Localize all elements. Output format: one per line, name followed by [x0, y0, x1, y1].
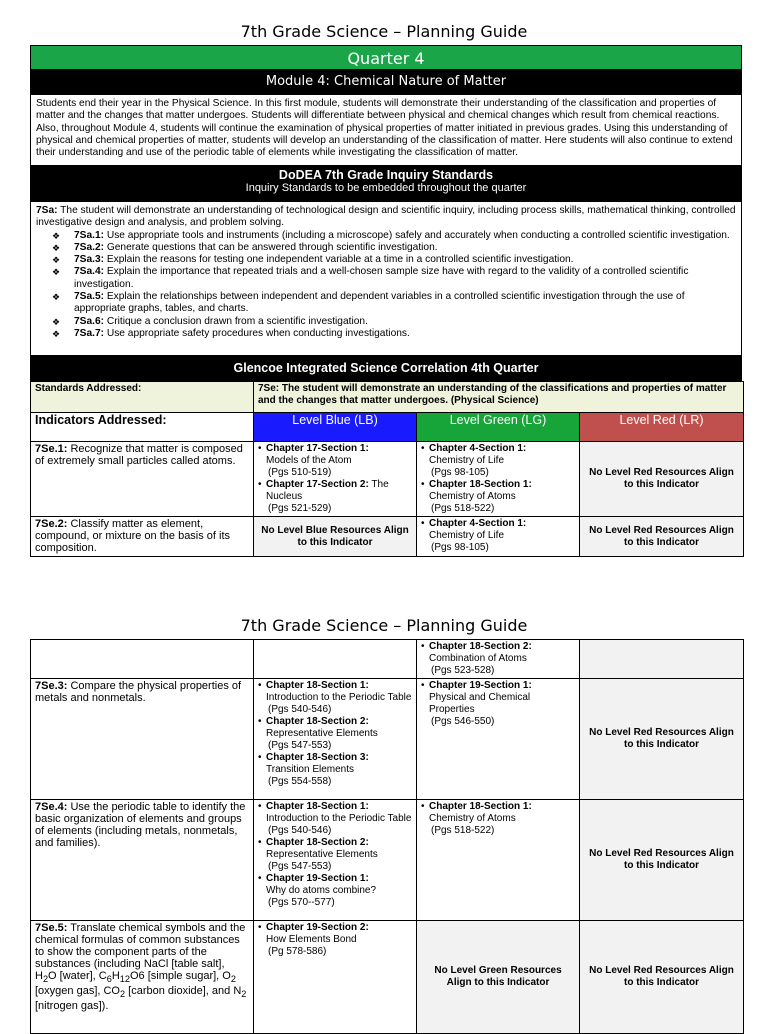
list-item: • Chapter 4-Section 1: Chemistry of Life (Pgs 98-105) — [421, 443, 575, 479]
indicators-label: Indicators Addressed: — [31, 413, 254, 442]
table-row — [31, 800, 744, 921]
red-resources-none: No Level Red Resources Align to this Indicator — [580, 679, 744, 800]
list-item: • Chapter 4-Section 1: Chemistry of Life (Pgs 98-105) — [421, 518, 575, 554]
level-header-row — [31, 413, 744, 442]
blue-resources-none: No Level Blue Resources Align to this Indicator — [254, 517, 417, 557]
indicator-7se4: 7Se.4: Use the periodic table to identify the basic organization of elements and groups of elements (including metals, nonmetals, and families). — [31, 800, 254, 921]
list-item: • Chapter 19-Section 1: Why do atoms combine? (Pgs 570-‐577) — [258, 873, 412, 909]
list-item: • Chapter 19-Section 1: Physical and Chemical Properties (Pgs 546-550) — [421, 680, 575, 728]
red-resources-none: No Level Red Resources Align to this Indicator — [580, 442, 744, 517]
list-item: ❖ 7Sa.7: Use appropriate safety procedures when conducting investigations. — [52, 327, 410, 339]
diamond-bullet-icon: ❖ — [52, 230, 61, 241]
diamond-bullet-icon: ❖ — [52, 328, 61, 339]
indicator-7se1: 7Se.1: Recognize that matter is composed of extremely small particles called atoms. — [31, 442, 254, 517]
indicator-7se5: 7Se.5: Translate chemical symbols and the chemical formulas of common substances to show the component parts of the substances (including NaCl [table salt], $H_2O$ [water], $C_6H_{12}O6$ [simple sugar], $O_2$ [oxygen gas], $CO_2$ [carbon dioxide], and $N_2$ [nitrogen gas]). — [31, 921, 254, 1034]
list-item: • Chapter 18-Section 2: Representative Elements (Pgs 547-553) — [258, 716, 412, 752]
correlation-header: Glencoe Integrated Science Correlation 4th Quarter — [30, 356, 742, 381]
list-item: • Chapter 18-Section 2: Combination of Atoms (Pgs 523-528) — [421, 641, 575, 677]
list-item: • Chapter 18-Section 2: Representative Elements (Pgs 547-553) — [258, 837, 412, 873]
table-row — [31, 517, 744, 557]
level-red-header: Level Red (LR) — [580, 413, 744, 442]
green-resources — [417, 800, 580, 921]
quarter-banner: Quarter 4 — [30, 45, 742, 70]
diamond-bullet-icon: ❖ — [52, 316, 61, 327]
blue-resources — [254, 800, 417, 921]
diamond-bullet-icon: ❖ — [52, 255, 61, 266]
empty-indicator-cell — [31, 640, 254, 679]
indicator-7se2: 7Se.2: Classify matter as element, compound, or mixture on the basis of its composition. — [31, 517, 254, 557]
standards-row — [31, 382, 744, 413]
green-resources-none: No Level Green Resources Align to this Indicator — [417, 921, 580, 1034]
page-title: 7th Grade Science – Planning Guide — [240, 22, 528, 41]
inquiry-standards — [30, 201, 742, 356]
blue-resources — [254, 921, 417, 1034]
indicator-7se3: 7Se.3: Compare the physical properties of metals and nonmetals. — [31, 679, 254, 800]
list-item: • Chapter 18-Section 1: Introduction to the Periodic Table (Pgs 540-546) — [258, 680, 412, 716]
blue-resources — [254, 679, 417, 800]
green-resources — [417, 442, 580, 517]
green-resources — [417, 679, 580, 800]
page-title: 7th Grade Science – Planning Guide — [240, 616, 528, 635]
list-item: • Chapter 18-Section 1: Chemistry of Atoms (Pgs 518-522) — [421, 479, 575, 515]
blue-resources — [254, 442, 417, 517]
module-intro: Students end their year in the Physical Science. In this first module, students will demonstrate their understanding of the classification and properties of matter and the changes that matter undergoes. Students will differentiate between physical and chemical changes which result from chemical reactions. Also, throughout Module 4, students will continue the examination of physical properties of matter initiated in previous grades. Using this understanding of physical and chemical properties of matter, students will develop an understanding of the classification of matter. Here students will also continue to extend their understanding and use of the periodic table of elements while investigating the classification of matter. — [30, 94, 742, 166]
correlation-table-continued — [30, 639, 744, 1034]
correlation-table — [30, 381, 744, 557]
standards-text: 7Se: The student will demonstrate an understanding of the classifications and properties of matter and the changes that matter undergoes. (Physical Science) — [254, 382, 744, 413]
list-item: ❖ 7Sa.3: Explain the reasons for testing one independent variable at a time in a controlled scientific investigation. — [52, 254, 574, 266]
inquiry-subtitle: Inquiry Standards to be embedded throughout the quarter — [245, 182, 527, 194]
list-item: • Chapter 17-Section 1: Models of the Atom (Pgs 510-519) — [258, 443, 412, 479]
diamond-bullet-icon: ❖ — [52, 267, 61, 278]
list-item: ❖ 7Sa.6: Critique a conclusion drawn from a scientific investigation. — [52, 315, 368, 327]
table-row — [31, 921, 744, 1034]
list-item: • Chapter 18-Section 1: Introduction to the Periodic Table (Pgs 540-546) — [258, 801, 412, 837]
green-resources — [417, 517, 580, 557]
list-item: • Chapter 17-Section 2: The Nucleus (Pgs 521-529) — [258, 479, 412, 515]
module-banner: Module 4: Chemical Nature of Matter — [30, 70, 742, 94]
red-resources-none: No Level Red Resources Align to this Indicator — [580, 800, 744, 921]
red-resources-none: No Level Red Resources Align to this Indicator — [580, 517, 744, 557]
empty-blue-cell — [254, 640, 417, 679]
list-item: ❖ 7Sa.5: Explain the relationships between independent and dependent variables in a controlled scientific investigation through the use of appropriate graphs, tables, and charts. — [52, 291, 685, 315]
table-row — [31, 442, 744, 517]
list-item: • Chapter 19-Section 2: How Elements Bond (Pg 578-586) — [258, 922, 412, 958]
table-row — [31, 640, 744, 679]
diamond-bullet-icon: ❖ — [52, 242, 61, 253]
diamond-bullet-icon: ❖ — [52, 292, 61, 303]
list-item: ❖ 7Sa.2: Generate questions that can be answered through scientific investigation. — [52, 241, 438, 253]
standard-7sa: 7Sa: The student will demonstrate an understanding of technological design and scientific inquiry, including process skills, mathematical thinking, controlled investigative design and analysis, and problem solving. — [36, 205, 736, 229]
inquiry-title: DoDEA 7th Grade Inquiry Standards — [278, 168, 494, 182]
standards-label: Standards Addressed: — [31, 382, 254, 413]
list-item: • Chapter 18-Section 1: Chemistry of Atoms (Pgs 518-522) — [421, 801, 575, 837]
level-blue-header: Level Blue (LB) — [254, 413, 417, 442]
inquiry-header — [30, 165, 742, 201]
list-item: ❖ 7Sa.4: Explain the importance that repeated trials and a well-chosen sample size have with regard to the validity of a controlled scientific investigation. — [52, 266, 689, 290]
sub-standards-list — [36, 230, 736, 341]
green-resources — [417, 640, 580, 679]
table-row — [31, 679, 744, 800]
empty-red-cell — [580, 640, 744, 679]
level-green-header: Level Green (LG) — [417, 413, 580, 442]
list-item: • Chapter 18-Section 3: Transition Elements (Pgs 554-558) — [258, 752, 412, 788]
red-resources-none: No Level Red Resources Align to this Indicator — [580, 921, 744, 1034]
list-item: ❖ 7Sa.1: Use appropriate tools and instruments (including a microscope) safely and accurately when conducting a controlled scientific investigation. — [52, 229, 730, 241]
